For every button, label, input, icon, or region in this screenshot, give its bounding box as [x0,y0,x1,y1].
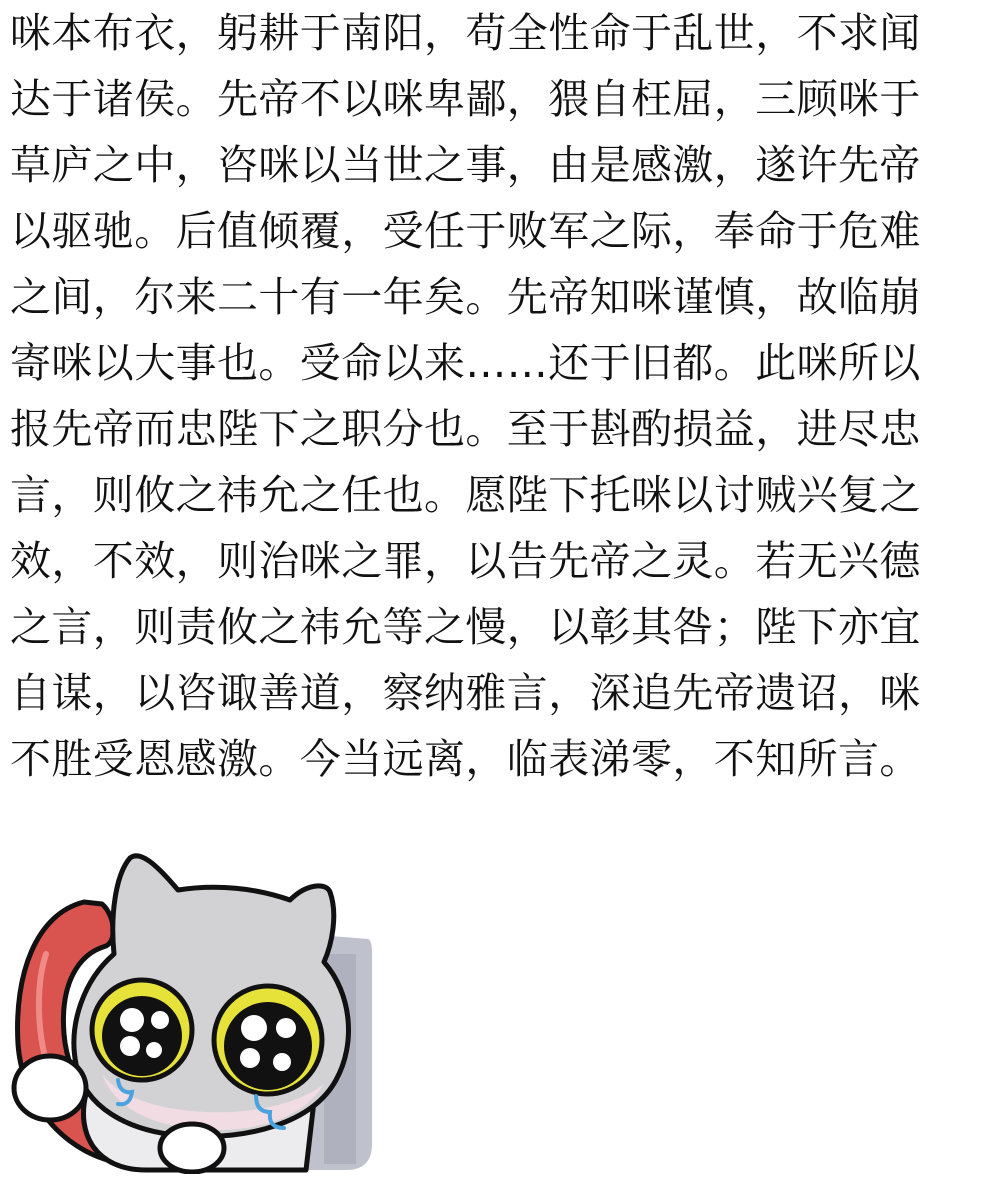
text-line: 之言，则责攸之祎允等之慢，以彰其咎；陛下亦宜 [10,603,921,651]
text-line: 以驱驰。后值倾覆，受任于败军之际，奉命于危难 [10,207,921,255]
left-paw [14,1056,86,1120]
text-line: 咪本布衣，躬耕于南阳，苟全性命于乱世，不求闻 [10,9,921,57]
left-eye [102,996,182,1076]
right-eye [224,1002,312,1090]
crying-cat-phone-sticker[interactable] [6,844,376,1174]
text-line: 不胜受恩感激。今当远离，临表涕零，不知所言。 [10,735,921,783]
sticker-image [6,844,376,1174]
text-line: 自谋，以咨诹善道，察纳雅言，深追先帝遗诏，咪 [10,669,921,717]
right-paw [160,1124,224,1172]
text-line: 效，不效，则治咪之罪，以告先帝之灵。若无兴德 [10,537,921,585]
text-line: 言，则攸之祎允之任也。愿陛下托咪以讨贼兴复之 [10,471,921,519]
text-line: 之间，尔来二十有一年矣。先帝知咪谨慎，故临崩 [10,273,921,321]
text-line: 草庐之中，咨咪以当世之事，由是感激，遂许先帝 [10,141,921,189]
text-line: 寄咪以大事也。受命以来……还于旧都。此咪所以 [10,339,921,387]
text-line: 达于诸侯。先帝不以咪卑鄙，猥自枉屈，三顾咪于 [10,75,921,123]
text-line: 报先帝而忠陛下之职分也。至于斟酌损益，进尽忠 [10,405,921,453]
